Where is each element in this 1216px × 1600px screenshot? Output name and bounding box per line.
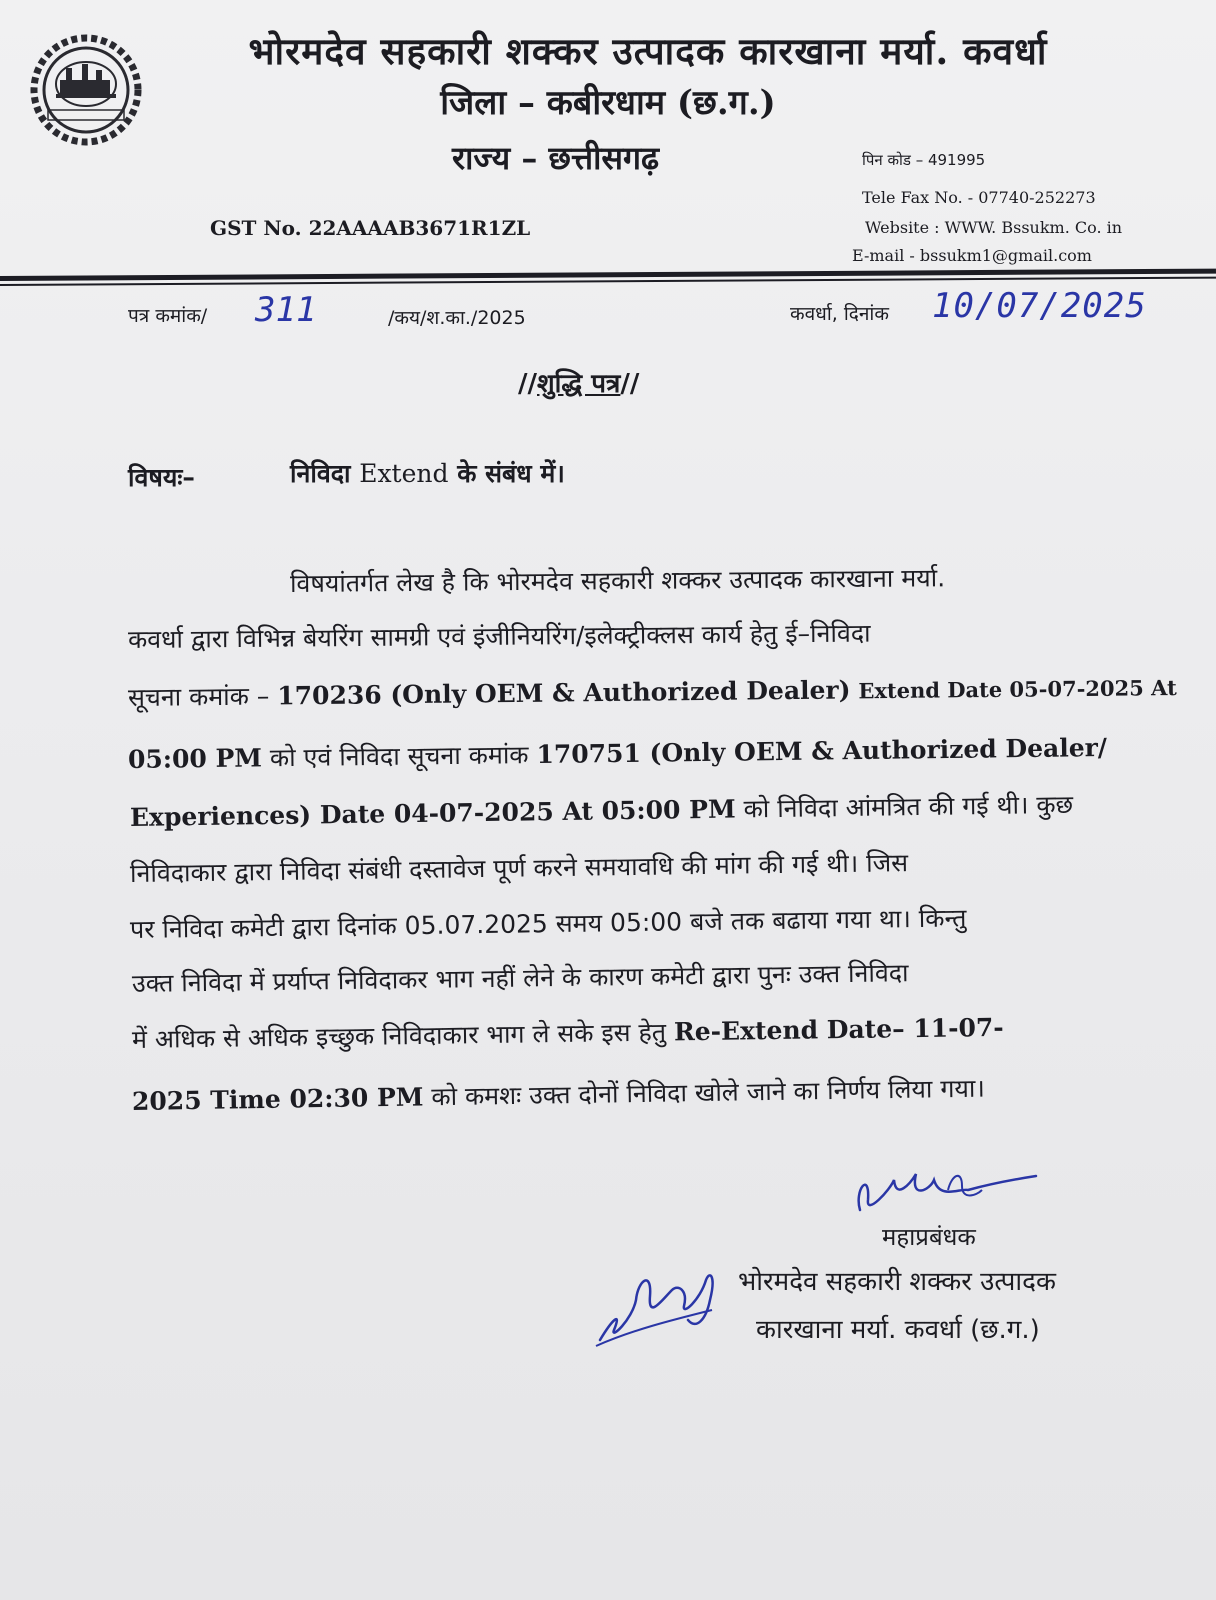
signatory-org-line-2: कारखाना मर्या. कवर्धा (छ.ग.) bbox=[756, 1315, 1040, 1345]
signatory-designation: महाप्रबंधक bbox=[882, 1223, 976, 1251]
body-line-2: कवर्धा द्वारा विभिन्न बेयरिंग सामग्री एवं इंजीनियरिंग/इलेक्ट्रीक्लस कार्य हेतु ई–निविदा bbox=[127, 618, 871, 654]
body-line-4 bbox=[128, 730, 1107, 776]
body-line-5 bbox=[130, 787, 1074, 834]
district-line: जिला – कबीरधाम (छ.ग.) bbox=[440, 83, 776, 123]
officer-signature bbox=[592, 1260, 732, 1350]
subject-suffix: के संबंध में। bbox=[457, 459, 565, 488]
subject-english: Extend bbox=[359, 459, 449, 488]
letter-ref-number: 311 bbox=[255, 290, 317, 330]
body-line-6: निविदाकार द्वारा निविदा संबंधी दस्तावेज पूर्ण करने समयावधि की मांग की गई थी। जिस bbox=[129, 848, 909, 888]
website: Website : WWW. Bssukm. Co. in bbox=[865, 218, 1123, 237]
letter-ref-suffix: /कय/श.का./2025 bbox=[388, 307, 526, 329]
email: E-mail - bssukm1@gmail.com bbox=[852, 246, 1092, 265]
body-line-10 bbox=[132, 1071, 985, 1118]
body-line-5-b: को निविदा आंमत्रित की गई थी। कुछ bbox=[743, 789, 1074, 824]
organization-name: भोरमदेव सहकारी शक्कर उत्पादक कारखाना मर्या. कवर्धा bbox=[248, 29, 1048, 73]
state-line: राज्य – छत्तीसगढ़ bbox=[452, 139, 660, 177]
body-line-10-b: को कमशः उक्त दोनों निविदा खोले जाने का निर्णय लिया गया। bbox=[431, 1073, 986, 1112]
body-line-1: विषयांतर्गत लेख है कि भोरमदेव सहकारी शक्कर उत्पादक कारखाना मर्या. bbox=[289, 563, 946, 598]
signatory-org-line-1: भोरमदेव सहकारी शक्कर उत्पादक bbox=[738, 1267, 1056, 1297]
body-line-9-b: Re-Extend Date– 11-07- bbox=[673, 1012, 1004, 1047]
document-title-text: शुद्धि पत्र bbox=[537, 369, 621, 399]
body-line-4-c: 170751 (Only OEM & Authorized Dealer/ bbox=[536, 733, 1108, 770]
place-date-label: कवर्धा, दिनांक bbox=[790, 303, 889, 325]
body-line-4-b: को एवं निविदा सूचना कमांक bbox=[269, 740, 529, 773]
body-line-10-a: 2025 Time 02:30 PM bbox=[131, 1082, 424, 1116]
body-line-9-a: में अधिक से अधिक इच्छुक निविदाकार भाग ले सके इस हेतु bbox=[131, 1017, 667, 1054]
letter-ref-prefix: पत्र कमांक/ bbox=[128, 305, 208, 327]
document-title: //शुद्धि पत्र// bbox=[518, 369, 640, 399]
body-line-3-c: Extend Date 05-07-2025 At bbox=[858, 675, 1177, 704]
body-line-8: उक्त निविदा में प्रर्याप्त निविदाकर भाग नहीं लेने के कारण कमेटी द्वारा पुनः उक्त निविदा bbox=[131, 958, 909, 998]
subject-prefix: निविदा bbox=[290, 459, 351, 488]
general-manager-signature bbox=[850, 1160, 1040, 1220]
body-line-3-a: सूचना कमांक – bbox=[127, 681, 270, 712]
subject-label: विषयः– bbox=[128, 463, 195, 492]
body-line-5-a: Experiences) Date 04-07-2025 At 05:00 PM bbox=[129, 794, 736, 832]
body-line-4-a: 05:00 PM bbox=[127, 743, 263, 774]
body-line-9 bbox=[132, 1010, 1004, 1056]
pin-code: पिन कोड – 491995 bbox=[862, 151, 986, 169]
body-line-3-b: 170236 (Only OEM & Authorized Dealer) bbox=[277, 675, 851, 711]
body-line-7: पर निविदा कमेटी द्वारा दिनांक 05.07.2025 समय 05:00 बजे तक बढाया गया था। किन्तु bbox=[129, 903, 967, 944]
body-line-3 bbox=[128, 669, 1177, 714]
tele-fax: Tele Fax No. - 07740-252273 bbox=[862, 188, 1096, 207]
letter-date: 10/07/2025 bbox=[932, 286, 1147, 326]
gst-number: GST No. 22AAAAB3671R1ZL bbox=[210, 216, 531, 240]
